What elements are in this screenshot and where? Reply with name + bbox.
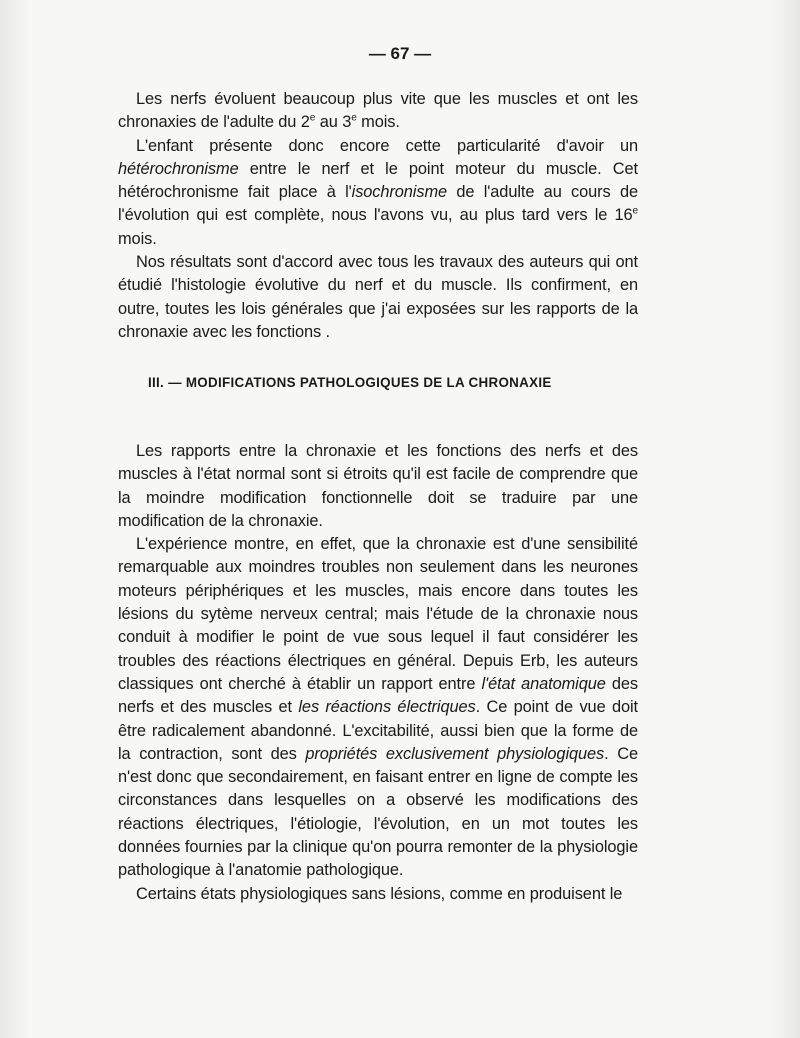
section-heading: III. — MODIFICATIONS PATHOLOGIQUES DE LA CHRONAXIE bbox=[148, 375, 552, 390]
paragraph-p6 bbox=[118, 883, 638, 906]
text-run: mois. bbox=[356, 113, 400, 132]
text-run: des nerfs et des muscles et bbox=[118, 674, 639, 717]
paragraph-p3 bbox=[118, 251, 638, 344]
text-run: . Ce n'est donc que secondairement, en faisant entrer en ligne de compte les circonstances dans lesquelles on a observé les modifications des réactions électriques, l'étiologie, l'évolution, en un mot toutes les données fournies par la clinique qu'on pourra remonter de la physiologie pathologique à l'anatomie pathologique. bbox=[118, 744, 638, 880]
superscript: e bbox=[309, 112, 316, 124]
text-run: L'expérience montre, en effet, que la chronaxie est d'une sensibilité remarquable aux moindres troubles non seulement dans les neurones moteurs périphériques et les muscles, mais encore dans toutes les lésions du sytème nerveux central; mais l'étude de la chronaxie nous conduit à modifier le point de vue sous lequel il faut considérer les troubles des réactions électriques en général. Depuis Erb, les auteurs classiques ont cherché à établir un rapport entre bbox=[118, 535, 638, 693]
italic-text: isochronisme bbox=[351, 183, 448, 202]
text-run: Certains états physiologiques sans lésions, comme en produisent le bbox=[136, 884, 623, 903]
paragraph-p2 bbox=[118, 135, 638, 251]
text-run: Les rapports entre la chronaxie et les fonctions des nerfs et des muscles à l'état normal sont si étroits qu'il est facile de comprendre que la moindre modification fonctionnelle doit se traduire par une modification de la chronaxie. bbox=[118, 442, 638, 530]
text-run: de l'adulte au cours de l'évolution qui est complète, nous l'avons vu, au plus tard vers le 16 bbox=[118, 183, 638, 225]
text-block-bottom bbox=[118, 440, 638, 906]
text-run: Les nerfs évoluent beaucoup plus vite que les muscles et ont les chronaxies de l'adulte du 2 bbox=[118, 90, 638, 132]
text-run: Nos résultats sont d'accord avec tous les travaux des auteurs qui ont étudié l'histologie évolutive du nerf et du muscle. Ils confirment, en outre, toutes les lois générales que j'ai exposées sur les rapports de la chronaxie avec les fonctions . bbox=[118, 253, 638, 341]
italic-text: propriétés exclusivement physiologiques bbox=[305, 744, 605, 763]
italic-text: hétérochronisme bbox=[118, 159, 239, 178]
text-block-top bbox=[118, 88, 638, 344]
paragraph-p1 bbox=[118, 88, 638, 135]
italic-text: l'état anatomique bbox=[481, 674, 606, 693]
text-run: L'enfant présente donc encore cette particularité d'avoir un bbox=[136, 136, 638, 155]
page-number: — 67 — bbox=[368, 44, 432, 63]
superscript: e bbox=[351, 112, 357, 124]
italic-text: les réactions électriques bbox=[298, 698, 476, 717]
paragraph-p5 bbox=[118, 533, 638, 882]
text-run: . Ce point de vue doit être radicalement abandonné. L'excitabilité, aussi bien que la forme de la contraction, sont des bbox=[118, 698, 639, 763]
superscript: e bbox=[632, 206, 638, 218]
text-run: entre le nerf et le point moteur du muscle. Cet hétérochronisme fait place à l' bbox=[118, 159, 638, 202]
text-run: mois. bbox=[118, 229, 157, 248]
paragraph-p4 bbox=[118, 440, 638, 533]
text-run: au 3 bbox=[315, 113, 352, 132]
